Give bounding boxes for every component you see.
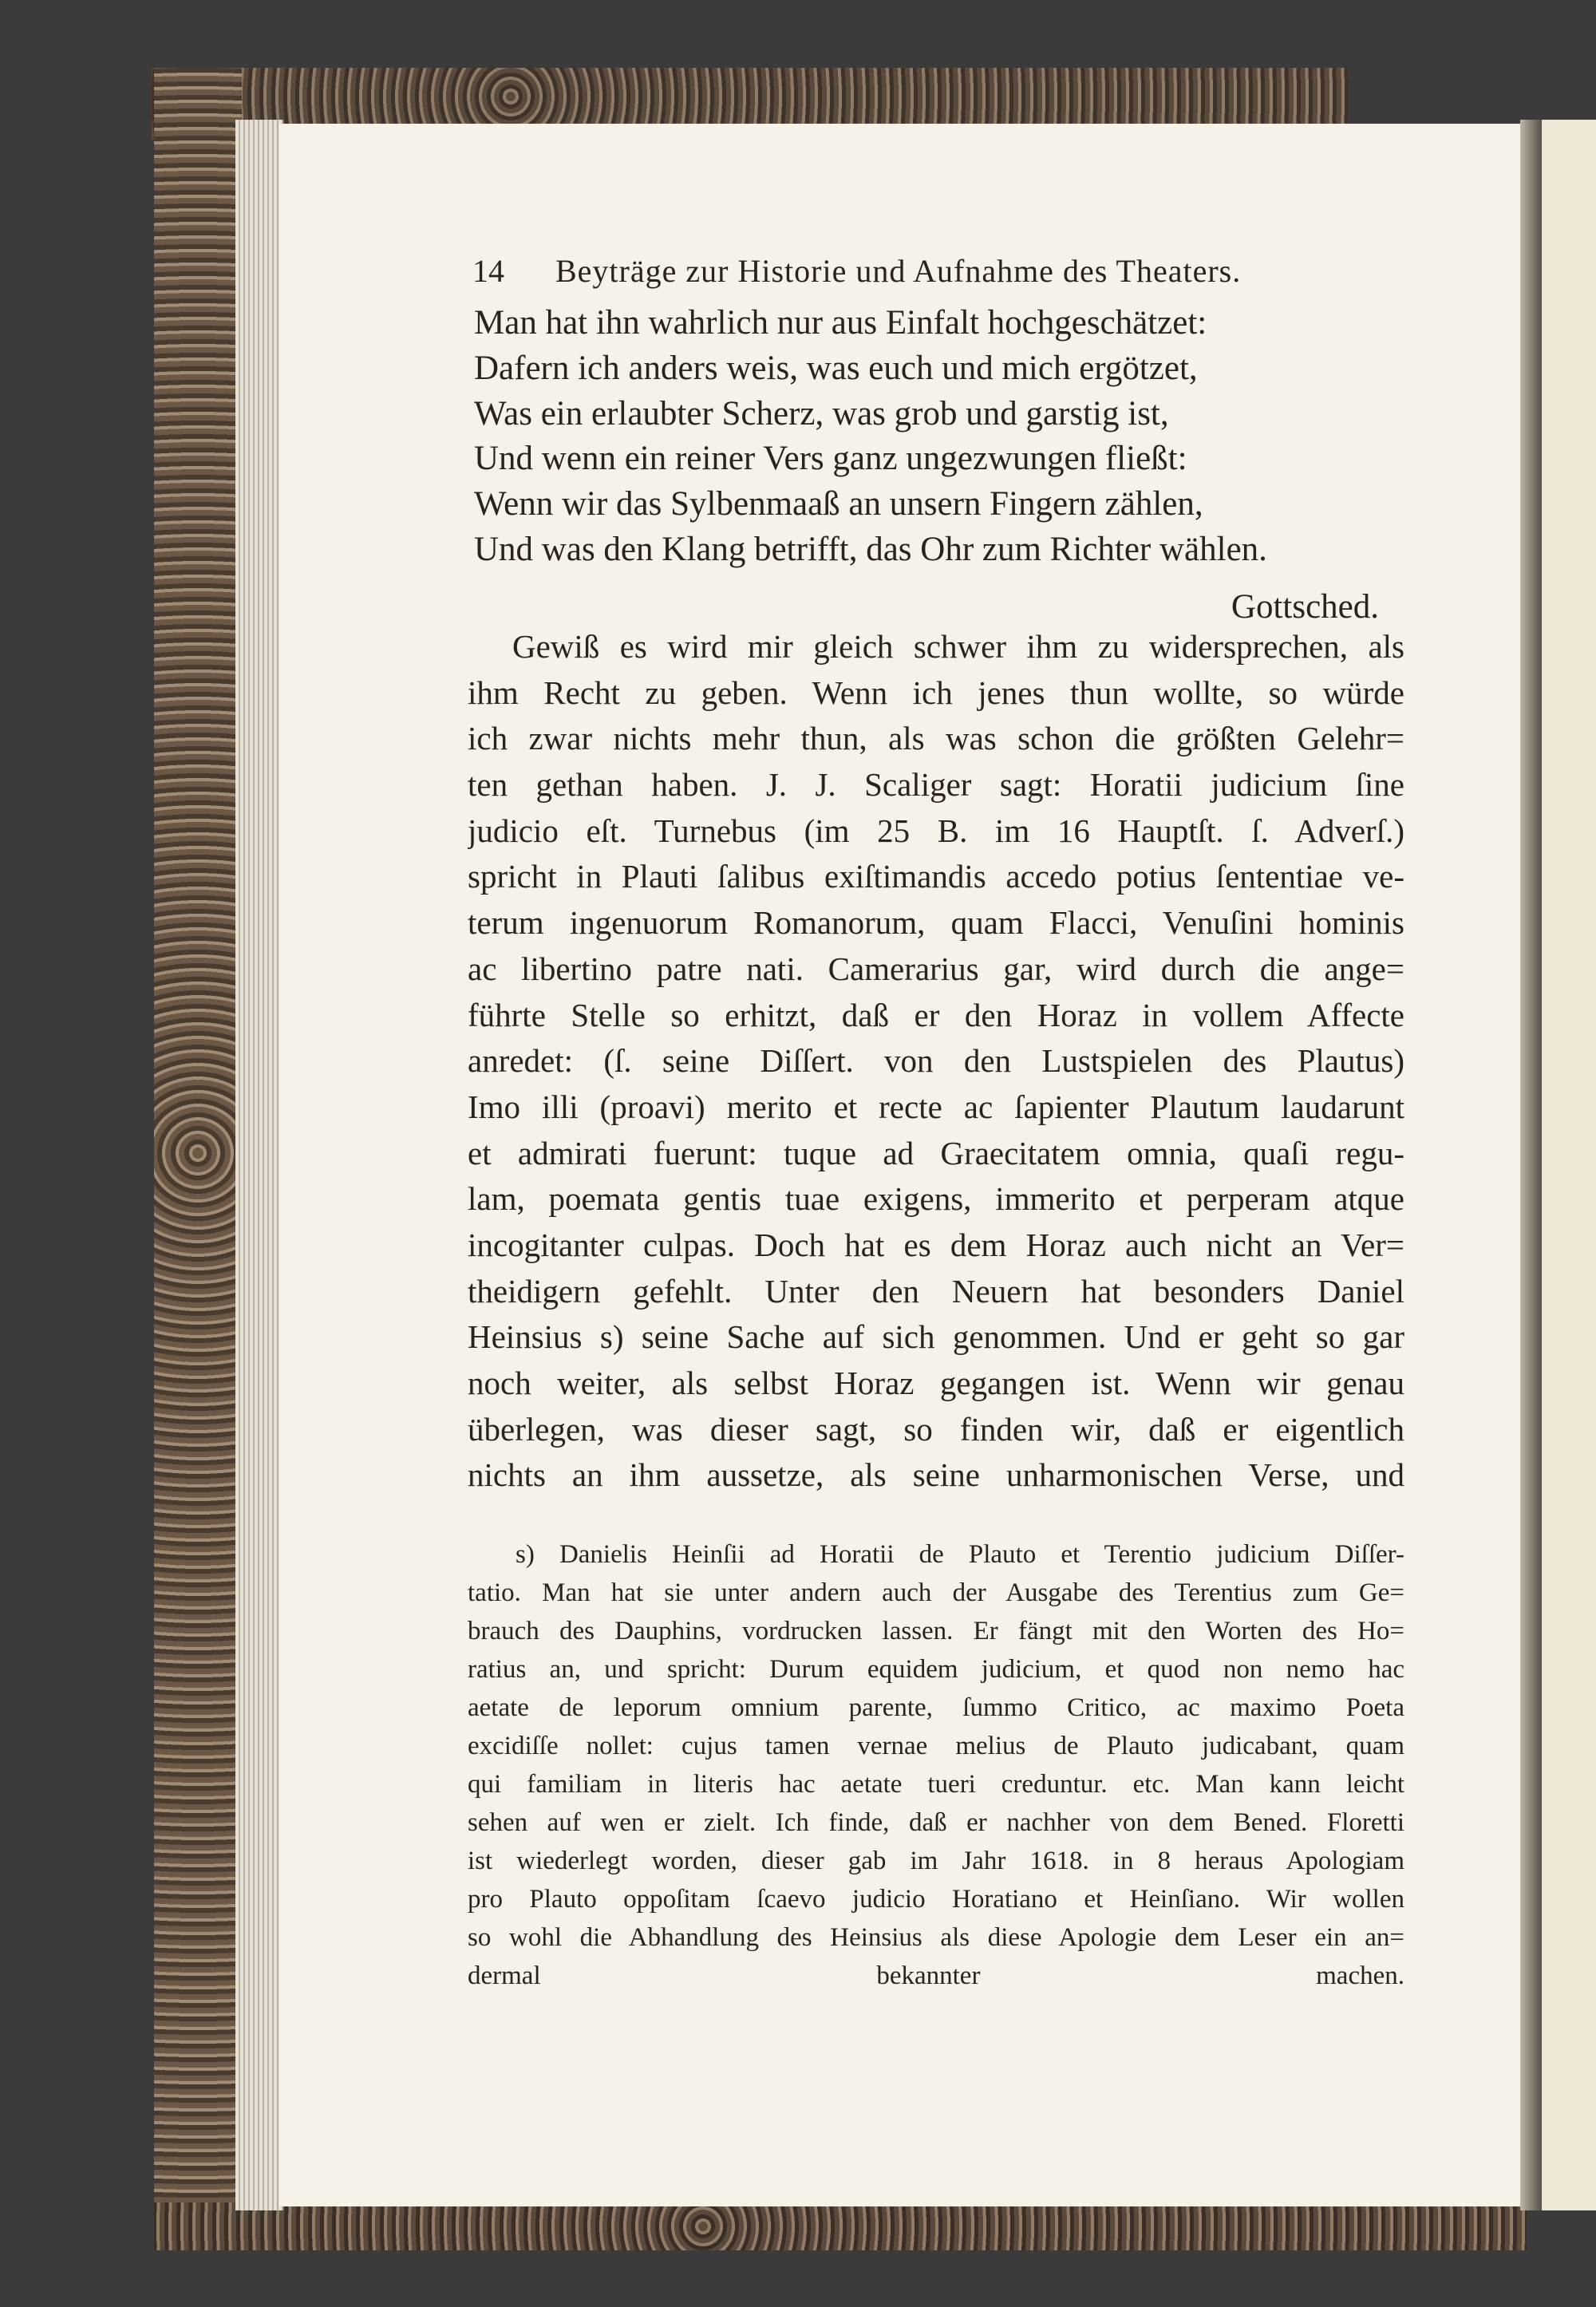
verse-line: Was ein erlaubter Scherz, was grob und garstig ist, bbox=[474, 394, 1169, 433]
gutter-shadow bbox=[1520, 120, 1544, 2210]
footnote-line: ist wiederlegt worden, dieser gab im Jahr 1618. in 8 heraus Apologiam bbox=[468, 1847, 1404, 1875]
verse-line: Wenn wir das Sylbenmaaß an unsern Fingern zählen, bbox=[474, 485, 1203, 523]
page-edges bbox=[235, 120, 283, 2210]
page-header bbox=[468, 252, 1404, 292]
footnote-line: ratius an, und spricht: Durum equidem judicium, et quod non nemo hac bbox=[468, 1655, 1404, 1684]
body-line: noch weiter, als selbst Horaz gegangen ist. Wenn wir genau bbox=[468, 1365, 1404, 1401]
marbled-cover-left bbox=[154, 68, 242, 2238]
body-line: Gewiß es wird mir gleich schwer ihm zu widersprechen, als bbox=[512, 628, 1404, 665]
verse-line: Und was den Klang betrifft, das Ohr zum Richter wählen. bbox=[474, 530, 1267, 568]
body-line: anredet: (ſ. seine Diſſert. von den Lustspielen des Plautus) bbox=[468, 1042, 1404, 1080]
footnote bbox=[468, 1535, 1404, 1995]
body-text bbox=[468, 624, 1404, 1499]
body-line: ihm Recht zu geben. Wenn ich jenes thun wollte, so würde bbox=[468, 674, 1404, 711]
body-line: überlegen, was dieser sagt, so finden wir, daß er eigentlich bbox=[468, 1410, 1404, 1448]
body-line: lam, poemata gentis tuae exigens, immerito et perperam atque bbox=[468, 1180, 1404, 1218]
page-number: 14 bbox=[472, 253, 504, 289]
footnote-line: brauch des Dauphins, vordrucken lassen. Er fängt mit den Worten des Ho= bbox=[468, 1617, 1404, 1645]
footnote-line: pro Plauto oppoſitam ſcaevo judicio Horatiano et Heinſiano. Wir wollen bbox=[468, 1885, 1404, 1914]
body-line: spricht in Plauti ſalibus exiſtimandis accedo potius ſententiae ve- bbox=[468, 858, 1404, 895]
verse-line: Dafern ich anders weis, was euch und mich ergötzet, bbox=[474, 349, 1198, 387]
footnote-line: tatio. Man hat sie unter andern auch der Ausgabe des Terentius zum Ge= bbox=[468, 1578, 1404, 1607]
body-line: ten gethan haben. J. J. Scaliger sagt: Horatii judicium ſine bbox=[468, 766, 1404, 804]
body-line: judicio eſt. Turnebus (im 25 B. im 16 Hauptſt. ſ. Adverſ.) bbox=[468, 812, 1404, 849]
verse-line: Und wenn ein reiner Vers ganz ungezwungen fließt: bbox=[474, 440, 1187, 478]
body-line: nichts an ihm aussetze, als seine unharmonischen Verse, und bbox=[468, 1456, 1404, 1494]
body-line: Imo illi (proavi) merito et recte ac ſapienter Plautum laudarunt bbox=[468, 1088, 1404, 1125]
facing-page-edge bbox=[1542, 120, 1596, 2210]
body-line: incogitanter culpas. Doch hat es dem Horaz auch nicht an Ver= bbox=[468, 1226, 1404, 1263]
running-title: Beyträge zur Historie und Aufnahme des Theaters. bbox=[555, 253, 1242, 289]
body-line: ac libertino patre nati. Camerarius gar, wird durch die ange= bbox=[468, 950, 1404, 987]
footnote-line: qui familiam in literis hac aetate tueri creduntur. etc. Man kann leicht bbox=[468, 1770, 1404, 1799]
marbled-cover-bottom bbox=[154, 2202, 1527, 2250]
verse-quote bbox=[474, 301, 1404, 573]
footnote-line: sehen auf wen er zielt. Ich finde, daß er nachher von dem Bened. Floretti bbox=[468, 1808, 1404, 1837]
footnote-line: s) Danielis Heinſii ad Horatii de Plauto et Terentio judicium Diſſer- bbox=[516, 1540, 1404, 1569]
footnote-line: aetate de leporum omnium parente, ſummo Critico, ac maximo Poeta bbox=[468, 1693, 1404, 1722]
body-line: ich zwar nichts mehr thun, als was schon die größten Gelehr= bbox=[468, 720, 1404, 757]
body-line: et admirati fuerunt: tuque ad Graecitatem omnia, quaſi regu- bbox=[468, 1134, 1404, 1171]
footnote-line: so wohl die Abhandlung des Heinsius als diese Apologie dem Leser ein an= bbox=[468, 1923, 1404, 1952]
body-line: theidigern gefehlt. Unter den Neuern hat besonders Daniel bbox=[468, 1272, 1404, 1310]
body-line: terum ingenuorum Romanorum, quam Flacci, Venuſini hominis bbox=[468, 904, 1404, 942]
body-line: Heinsius s) seine Sache auf sich genommen. Und er geht so gar bbox=[468, 1318, 1404, 1356]
verse-line: Man hat ihn wahrlich nur aus Einfalt hochgeschätzet: bbox=[474, 304, 1207, 342]
verse-author: Gottsched. bbox=[1231, 588, 1379, 626]
footnote-line: dermal bekannter machen. bbox=[468, 1961, 1404, 1990]
body-line: führte Stelle so erhitzt, daß er den Horaz in vollem Affecte bbox=[468, 996, 1404, 1033]
footnote-line: excidiſſe nollet: cujus tamen vernae melius de Plauto judicabant, quam bbox=[468, 1732, 1404, 1760]
